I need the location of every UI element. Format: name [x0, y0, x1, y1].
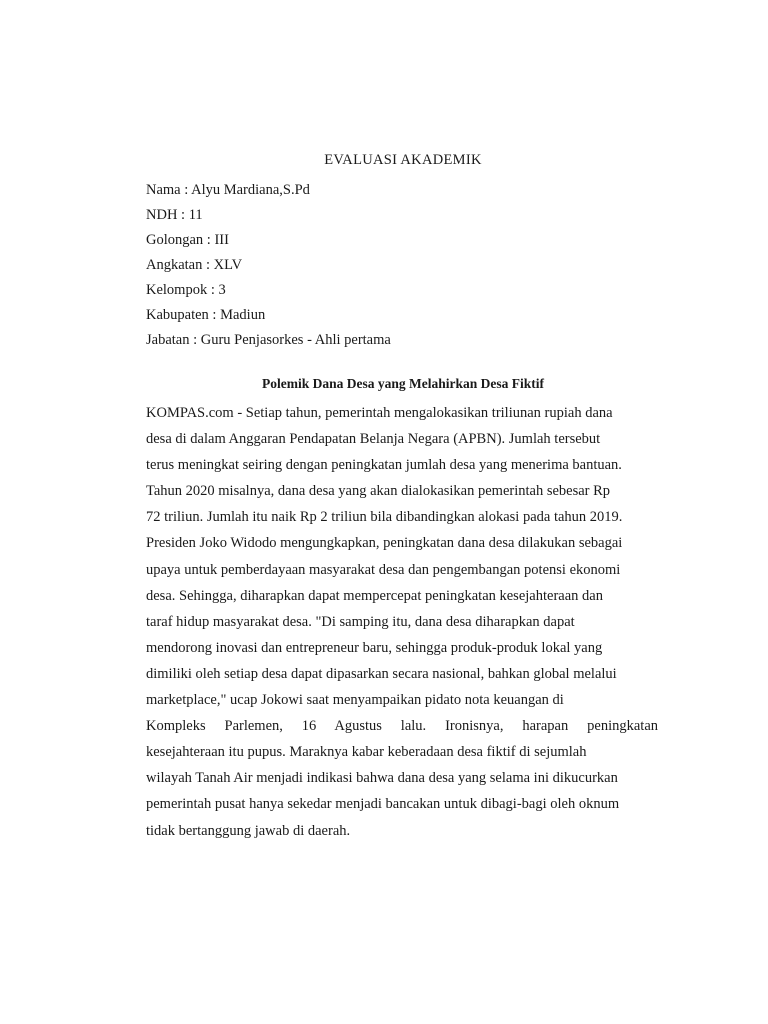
article-line: pemerintah pusat hanya sekedar menjadi bancakan untuk dibagi-bagi oleh oknum — [146, 796, 620, 813]
article-line: Tahun 2020 misalnya, dana desa yang akan dialokasikan pemerintah sebesar Rp — [146, 483, 611, 500]
info-jabatan: Jabatan : Guru Penjasorkes - Ahli pertama — [146, 332, 391, 348]
document-title: EVALUASI AKADEMIK — [324, 152, 482, 168]
article-line: KOMPAS.com - Setiap tahun, pemerintah mengalokasikan triliunan rupiah dana — [146, 405, 613, 421]
article-line: desa. Sehingga, diharapkan dapat mempercepat peningkatan kesejahteraan dan — [146, 587, 603, 604]
info-ndh: NDH : 11 — [146, 207, 203, 223]
info-golongan: Golongan : III — [146, 232, 229, 248]
article-line: 72 triliun. Jumlah itu naik Rp 2 triliun bila dibandingkan alokasi pada tahun 2019. — [146, 509, 623, 526]
info-kelompok: Kelompok : 3 — [146, 282, 226, 298]
identity-block — [146, 178, 666, 353]
article-line: taraf hidup masyarakat desa. "Di samping itu, dana desa diharapkan dapat — [146, 613, 575, 630]
article-line: kesejahteraan itu pupus. Maraknya kabar keberadaan desa fiktif di sejumlah — [146, 744, 587, 761]
info-angkatan: Angkatan : XLV — [146, 257, 243, 273]
article-line: desa di dalam Anggaran Pendapatan Belanja Negara (APBN). Jumlah tersebut — [146, 431, 601, 448]
article-line: tidak bertanggung jawab di daerah. — [146, 822, 351, 839]
article-line: mendorong inovasi dan entrepreneur baru, sehingga produk-produk lokal yang — [146, 639, 603, 656]
article-line: marketplace," ucap Jokowi saat menyampaikan pidato nota keuangan di — [146, 692, 564, 709]
article-body — [146, 400, 658, 844]
article-line: upaya untuk pemberdayaan masyarakat desa dan pengembangan potensi ekonomi — [146, 561, 621, 578]
article-line: Kompleks Parlemen, 16 Agustus lalu. Ironisnya, harapan peningkatan — [146, 718, 658, 735]
article-line: wilayah Tanah Air menjadi indikasi bahwa dana desa yang selama ini dikucurkan — [146, 770, 618, 787]
article-line: dimiliki oleh setiap desa dapat dipasarkan secara nasional, bahkan global melalui — [146, 665, 617, 682]
article-line: Presiden Joko Widodo mengungkapkan, peningkatan dana desa dilakukan sebagai — [146, 535, 623, 552]
info-name: Nama : Alyu Mardiana,S.Pd — [146, 182, 310, 198]
info-kabupaten: Kabupaten : Madiun — [146, 307, 266, 323]
article-line: terus meningkat seiring dengan peningkatan jumlah desa yang menerima bantuan. — [146, 457, 622, 474]
article-title: Polemik Dana Desa yang Melahirkan Desa Fiktif — [262, 376, 544, 391]
